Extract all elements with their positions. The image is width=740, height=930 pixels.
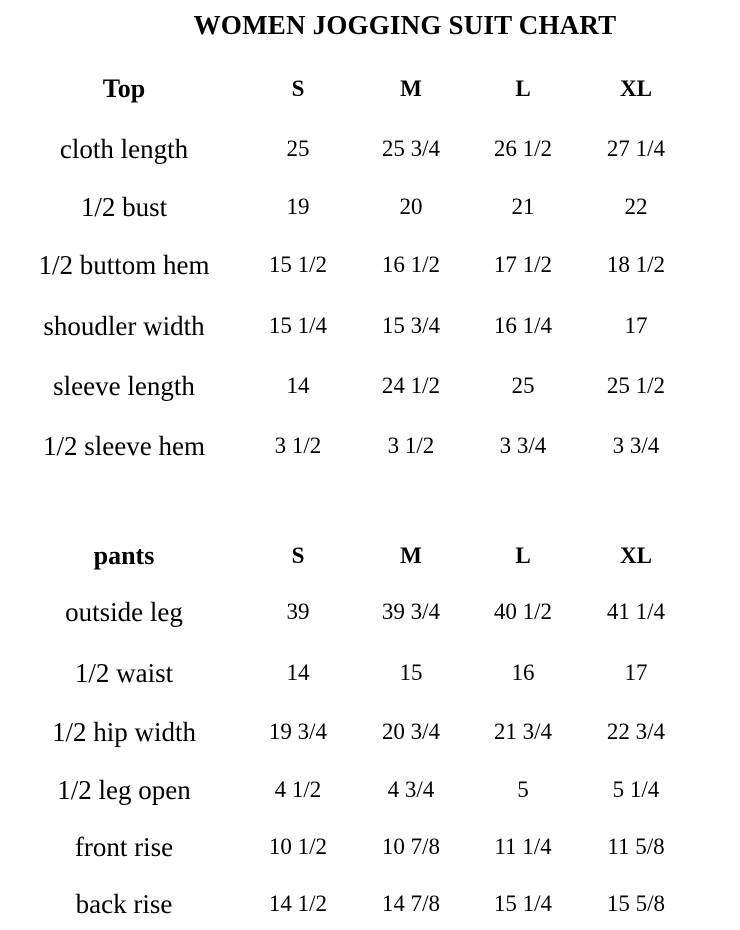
size-value: 14 1/2	[268, 891, 328, 916]
size-value: 14	[286, 373, 310, 398]
size-header-xl: XL	[620, 76, 652, 101]
size-header-m: M	[400, 76, 422, 101]
size-value: 15 1/4	[268, 313, 328, 338]
size-value: 15 3/4	[381, 313, 441, 338]
size-value: 25 3/4	[381, 136, 441, 161]
size-value: 15 1/4	[493, 891, 553, 916]
size-value: 40 1/2	[493, 599, 553, 624]
size-value: 20	[399, 194, 423, 219]
size-header-s: S	[291, 76, 305, 101]
size-value: 15	[399, 660, 423, 685]
size-header-m: M	[400, 543, 422, 568]
size-value: 27 1/4	[606, 136, 666, 161]
table-row	[0, 426, 740, 466]
size-value: 15 5/8	[606, 891, 666, 916]
size-value: 25 1/2	[606, 373, 666, 398]
size-value: 19	[286, 194, 310, 219]
size-value: 14	[286, 660, 310, 685]
size-value: 3 3/4	[612, 433, 660, 458]
measurement-label: 1/2 sleeve hem	[43, 431, 205, 461]
size-value: 10 7/8	[381, 834, 441, 859]
top-header-row	[0, 69, 740, 109]
pants-section-heading: pants	[93, 541, 155, 570]
measurement-label: shoudler width	[43, 311, 205, 341]
table-row	[0, 366, 740, 406]
size-value: 11 1/4	[494, 834, 552, 859]
size-value: 39	[286, 599, 310, 624]
size-value: 18 1/2	[606, 252, 666, 277]
size-value: 3 3/4	[499, 433, 547, 458]
size-value: 15 1/2	[268, 252, 328, 277]
pants-header-row	[0, 536, 740, 576]
size-value: 22	[624, 194, 648, 219]
size-value: 11 5/8	[607, 834, 665, 859]
measurement-label: cloth length	[59, 134, 189, 164]
size-value: 5	[517, 777, 529, 802]
size-value: 10 1/2	[268, 834, 328, 859]
measurement-label: 1/2 bust	[80, 192, 168, 222]
size-value: 5 1/4	[612, 777, 660, 802]
table-row	[0, 653, 740, 693]
top-section-heading: Top	[102, 74, 146, 103]
measurement-label: front rise	[74, 832, 174, 862]
measurement-label: 1/2 waist	[74, 658, 174, 688]
size-header-l: L	[515, 543, 531, 568]
measurement-label: sleeve length	[53, 371, 195, 401]
measurement-label: 1/2 buttom hem	[38, 250, 210, 280]
size-value: 17 1/2	[493, 252, 553, 277]
size-value: 24 1/2	[381, 373, 441, 398]
size-value: 14 7/8	[381, 891, 441, 916]
size-value: 16 1/2	[381, 252, 441, 277]
size-value: 39 3/4	[381, 599, 441, 624]
size-value: 22 3/4	[606, 719, 666, 744]
table-row	[0, 884, 740, 924]
table-row	[0, 827, 740, 867]
size-value: 17	[624, 313, 648, 338]
size-header-s: S	[291, 543, 305, 568]
table-row	[0, 306, 740, 346]
size-value: 3 1/2	[387, 433, 435, 458]
size-value: 21 3/4	[493, 719, 553, 744]
size-value: 26 1/2	[493, 136, 553, 161]
table-row	[0, 770, 740, 810]
size-header-xl: XL	[620, 543, 652, 568]
size-value: 25	[286, 136, 310, 161]
size-value: 41 1/4	[606, 599, 666, 624]
measurement-label: back rise	[75, 889, 173, 919]
size-value: 4 3/4	[387, 777, 435, 802]
size-value: 3 1/2	[274, 433, 322, 458]
measurement-label: 1/2 hip width	[51, 717, 196, 747]
size-value: 21	[511, 194, 535, 219]
size-value: 19 3/4	[268, 719, 328, 744]
size-value: 25	[511, 373, 535, 398]
table-row	[0, 592, 740, 632]
table-row	[0, 129, 740, 169]
size-value: 16	[511, 660, 535, 685]
size-value: 4 1/2	[274, 777, 322, 802]
size-header-l: L	[515, 76, 531, 101]
chart-title: WOMEN JOGGING SUIT CHART	[193, 10, 617, 40]
measurement-label: 1/2 leg open	[57, 775, 191, 805]
size-value: 16 1/4	[493, 313, 553, 338]
table-row	[0, 187, 740, 227]
measurement-label: outside leg	[65, 597, 183, 627]
size-value: 20 3/4	[381, 719, 441, 744]
table-row	[0, 245, 740, 285]
table-row	[0, 712, 740, 752]
size-value: 17	[624, 660, 648, 685]
